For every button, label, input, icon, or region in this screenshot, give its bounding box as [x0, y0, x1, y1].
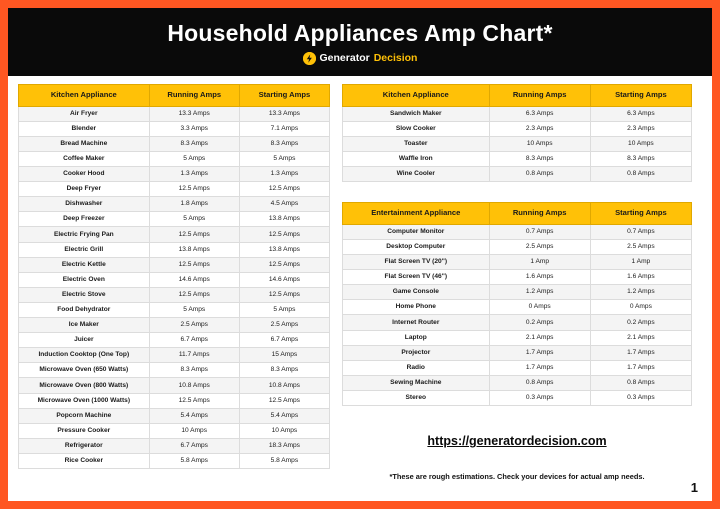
- cell-running: 3.3 Amps: [149, 121, 239, 136]
- table-row: [343, 121, 692, 136]
- cell-starting: 1.2 Amps: [590, 285, 691, 300]
- page-title: Household Appliances Amp Chart*: [167, 19, 553, 46]
- table-row: [19, 106, 330, 121]
- cell-running: 5 Amps: [149, 152, 239, 167]
- cell-appliance: Induction Cooktop (One Top): [19, 348, 150, 363]
- cell-starting: 7.1 Amps: [239, 121, 329, 136]
- content-area: [8, 76, 712, 503]
- cell-running: 5 Amps: [149, 302, 239, 317]
- cell-appliance: Wine Cooler: [343, 167, 490, 182]
- cell-appliance: Home Phone: [343, 300, 490, 315]
- cell-appliance: Radio: [343, 360, 490, 375]
- cell-running: 5.8 Amps: [149, 453, 239, 468]
- cell-starting: 1.7 Amps: [590, 345, 691, 360]
- table-row: [19, 423, 330, 438]
- lightning-bolt-icon: [303, 52, 316, 65]
- cell-appliance: Electric Stove: [19, 287, 150, 302]
- cell-running: 1.6 Amps: [489, 270, 590, 285]
- table-row: [19, 318, 330, 333]
- table-row: [19, 453, 330, 468]
- cell-starting: 0.8 Amps: [590, 375, 691, 390]
- cell-starting: 0.7 Amps: [590, 224, 691, 239]
- cell-running: 12.5 Amps: [149, 257, 239, 272]
- table-row: [343, 224, 692, 239]
- table-row: [343, 270, 692, 285]
- cell-appliance: Blender: [19, 121, 150, 136]
- cell-appliance: Microwave Oven (650 Watts): [19, 363, 150, 378]
- cell-running: 1.7 Amps: [489, 345, 590, 360]
- column-header-appliance: Kitchen Appliance: [19, 85, 150, 107]
- cell-starting: 2.1 Amps: [590, 330, 691, 345]
- table-row: [343, 255, 692, 270]
- table-row: [19, 257, 330, 272]
- table-row: [19, 167, 330, 182]
- cell-starting: 13.8 Amps: [239, 242, 329, 257]
- cell-running: 12.5 Amps: [149, 182, 239, 197]
- cell-starting: 2.5 Amps: [239, 318, 329, 333]
- cell-appliance: Internet Router: [343, 315, 490, 330]
- cell-starting: 5 Amps: [239, 152, 329, 167]
- column-header-appliance: Entertainment Appliance: [343, 203, 490, 225]
- cell-appliance: Juicer: [19, 333, 150, 348]
- cell-running: 5 Amps: [149, 212, 239, 227]
- cell-appliance: Sewing Machine: [343, 375, 490, 390]
- cell-running: 2.5 Amps: [489, 240, 590, 255]
- cell-appliance: Electric Frying Pan: [19, 227, 150, 242]
- column-header-starting-amps: Starting Amps: [590, 85, 691, 107]
- cell-appliance: Ice Maker: [19, 318, 150, 333]
- cell-running: 14.6 Amps: [149, 272, 239, 287]
- cell-appliance: Air Fryer: [19, 106, 150, 121]
- table-row: [19, 378, 330, 393]
- cell-starting: 2.3 Amps: [590, 121, 691, 136]
- table-header-row: [343, 85, 692, 107]
- cell-running: 10.8 Amps: [149, 378, 239, 393]
- column-header-running-amps: Running Amps: [489, 203, 590, 225]
- cell-starting: 8.3 Amps: [239, 136, 329, 151]
- cell-starting: 1 Amp: [590, 255, 691, 270]
- brand-name-part2: Decision: [373, 52, 418, 64]
- cell-starting: 10.8 Amps: [239, 378, 329, 393]
- cell-running: 8.3 Amps: [489, 152, 590, 167]
- cell-starting: 10 Amps: [590, 136, 691, 151]
- cell-appliance: Electric Oven: [19, 272, 150, 287]
- cell-running: 2.5 Amps: [149, 318, 239, 333]
- cell-starting: 13.8 Amps: [239, 212, 329, 227]
- cell-appliance: Flat Screen TV (20"): [343, 255, 490, 270]
- cell-starting: 5 Amps: [239, 302, 329, 317]
- table-row: [19, 348, 330, 363]
- cell-starting: 0.2 Amps: [590, 315, 691, 330]
- table-row: [19, 272, 330, 287]
- cell-starting: 5.8 Amps: [239, 453, 329, 468]
- cell-starting: 0 Amps: [590, 300, 691, 315]
- cell-running: 12.5 Amps: [149, 393, 239, 408]
- cell-starting: 12.5 Amps: [239, 393, 329, 408]
- cell-starting: 12.5 Amps: [239, 182, 329, 197]
- cell-starting: 6.3 Amps: [590, 106, 691, 121]
- cell-running: 11.7 Amps: [149, 348, 239, 363]
- cell-starting: 14.6 Amps: [239, 272, 329, 287]
- table-row: [19, 333, 330, 348]
- cell-appliance: Stereo: [343, 390, 490, 405]
- cell-appliance: Electric Grill: [19, 242, 150, 257]
- table-row: [19, 121, 330, 136]
- cell-starting: 1.6 Amps: [590, 270, 691, 285]
- cell-starting: 6.7 Amps: [239, 333, 329, 348]
- entertainment-appliance-table: [342, 202, 692, 406]
- cell-running: 0 Amps: [489, 300, 590, 315]
- cell-appliance: Coffee Maker: [19, 152, 150, 167]
- table-row: [343, 390, 692, 405]
- table-row: [19, 152, 330, 167]
- cell-appliance: Pressure Cooker: [19, 423, 150, 438]
- table-row: [19, 302, 330, 317]
- table-row: [343, 106, 692, 121]
- table-row: [343, 345, 692, 360]
- cell-running: 6.7 Amps: [149, 438, 239, 453]
- cell-starting: 8.3 Amps: [590, 152, 691, 167]
- table-row: [19, 182, 330, 197]
- column-header-starting-amps: Starting Amps: [239, 85, 329, 107]
- cell-running: 13.8 Amps: [149, 242, 239, 257]
- cell-running: 10 Amps: [489, 136, 590, 151]
- right-column: [342, 84, 692, 503]
- table-header-row: [19, 85, 330, 107]
- cell-appliance: Dishwasher: [19, 197, 150, 212]
- cell-running: 8.3 Amps: [149, 136, 239, 151]
- cell-starting: 2.5 Amps: [590, 240, 691, 255]
- column-header-starting-amps: Starting Amps: [590, 203, 691, 225]
- cell-appliance: Rice Cooker: [19, 453, 150, 468]
- table-row: [343, 136, 692, 151]
- cell-running: 0.8 Amps: [489, 375, 590, 390]
- website-link-row: [342, 432, 692, 450]
- table-row: [19, 408, 330, 423]
- cell-running: 1 Amp: [489, 255, 590, 270]
- cell-running: 1.7 Amps: [489, 360, 590, 375]
- left-column: [18, 84, 330, 503]
- table-row: [19, 212, 330, 227]
- cell-appliance: Popcorn Machine: [19, 408, 150, 423]
- table-row: [343, 360, 692, 375]
- cell-starting: 5.4 Amps: [239, 408, 329, 423]
- cell-running: 12.5 Amps: [149, 227, 239, 242]
- kitchen-appliance-table-left: [18, 84, 330, 469]
- cell-appliance: Projector: [343, 345, 490, 360]
- table-row: [343, 375, 692, 390]
- table-row: [343, 167, 692, 182]
- cell-starting: 0.8 Amps: [590, 167, 691, 182]
- cell-appliance: Flat Screen TV (46"): [343, 270, 490, 285]
- cell-starting: 1.7 Amps: [590, 360, 691, 375]
- column-header-running-amps: Running Amps: [149, 85, 239, 107]
- brand-logo: [303, 52, 418, 65]
- table-row: [343, 240, 692, 255]
- table-row: [19, 227, 330, 242]
- cell-running: 1.3 Amps: [149, 167, 239, 182]
- cell-appliance: Microwave Oven (1000 Watts): [19, 393, 150, 408]
- cell-starting: 12.5 Amps: [239, 227, 329, 242]
- table-header-row: [343, 203, 692, 225]
- cell-starting: 15 Amps: [239, 348, 329, 363]
- table-row: [343, 315, 692, 330]
- cell-starting: 1.3 Amps: [239, 167, 329, 182]
- cell-running: 1.8 Amps: [149, 197, 239, 212]
- cell-running: 2.3 Amps: [489, 121, 590, 136]
- cell-running: 13.3 Amps: [149, 106, 239, 121]
- table-row: [19, 287, 330, 302]
- table-row: [343, 330, 692, 345]
- table-row: [19, 242, 330, 257]
- cell-running: 2.1 Amps: [489, 330, 590, 345]
- table-row: [19, 197, 330, 212]
- column-header-running-amps: Running Amps: [489, 85, 590, 107]
- cell-running: 0.8 Amps: [489, 167, 590, 182]
- page-header: [8, 8, 712, 76]
- cell-appliance: Waffle Iron: [343, 152, 490, 167]
- table-row: [343, 285, 692, 300]
- cell-starting: 0.3 Amps: [590, 390, 691, 405]
- cell-running: 10 Amps: [149, 423, 239, 438]
- table-row: [343, 300, 692, 315]
- cell-starting: 12.5 Amps: [239, 287, 329, 302]
- cell-running: 0.7 Amps: [489, 224, 590, 239]
- cell-starting: 18.3 Amps: [239, 438, 329, 453]
- table-row: [19, 136, 330, 151]
- section-spacer: [342, 182, 692, 202]
- table-row: [19, 393, 330, 408]
- cell-running: 1.2 Amps: [489, 285, 590, 300]
- cell-appliance: Desktop Computer: [343, 240, 490, 255]
- cell-appliance: Refrigerator: [19, 438, 150, 453]
- cell-running: 12.5 Amps: [149, 287, 239, 302]
- cell-running: 6.7 Amps: [149, 333, 239, 348]
- cell-appliance: Microwave Oven (800 Watts): [19, 378, 150, 393]
- cell-running: 5.4 Amps: [149, 408, 239, 423]
- cell-running: 0.2 Amps: [489, 315, 590, 330]
- cell-starting: 13.3 Amps: [239, 106, 329, 121]
- cell-appliance: Deep Freezer: [19, 212, 150, 227]
- table-row: [343, 152, 692, 167]
- cell-appliance: Electric Kettle: [19, 257, 150, 272]
- cell-starting: 10 Amps: [239, 423, 329, 438]
- kitchen-appliance-table-right: [342, 84, 692, 182]
- cell-appliance: Computer Monitor: [343, 224, 490, 239]
- cell-running: 0.3 Amps: [489, 390, 590, 405]
- cell-appliance: Toaster: [343, 136, 490, 151]
- cell-starting: 4.5 Amps: [239, 197, 329, 212]
- cell-running: 8.3 Amps: [149, 363, 239, 378]
- cell-starting: 8.3 Amps: [239, 363, 329, 378]
- website-link[interactable]: https://generatordecision.com: [427, 434, 607, 449]
- page-number: 1: [690, 480, 698, 495]
- cell-appliance: Deep Fryer: [19, 182, 150, 197]
- table-row: [19, 438, 330, 453]
- cell-appliance: Laptop: [343, 330, 490, 345]
- column-header-appliance: Kitchen Appliance: [343, 85, 490, 107]
- cell-running: 6.3 Amps: [489, 106, 590, 121]
- table-row: [19, 363, 330, 378]
- cell-appliance: Bread Machine: [19, 136, 150, 151]
- cell-appliance: Food Dehydrator: [19, 302, 150, 317]
- cell-appliance: Slow Cooker: [343, 121, 490, 136]
- footnote-text: *These are rough estimations. Check your devices for actual amp needs.: [389, 472, 645, 482]
- cell-appliance: Game Console: [343, 285, 490, 300]
- cell-appliance: Sandwich Maker: [343, 106, 490, 121]
- cell-starting: 12.5 Amps: [239, 257, 329, 272]
- cell-appliance: Cooker Hood: [19, 167, 150, 182]
- brand-name-part1: Generator: [319, 52, 370, 64]
